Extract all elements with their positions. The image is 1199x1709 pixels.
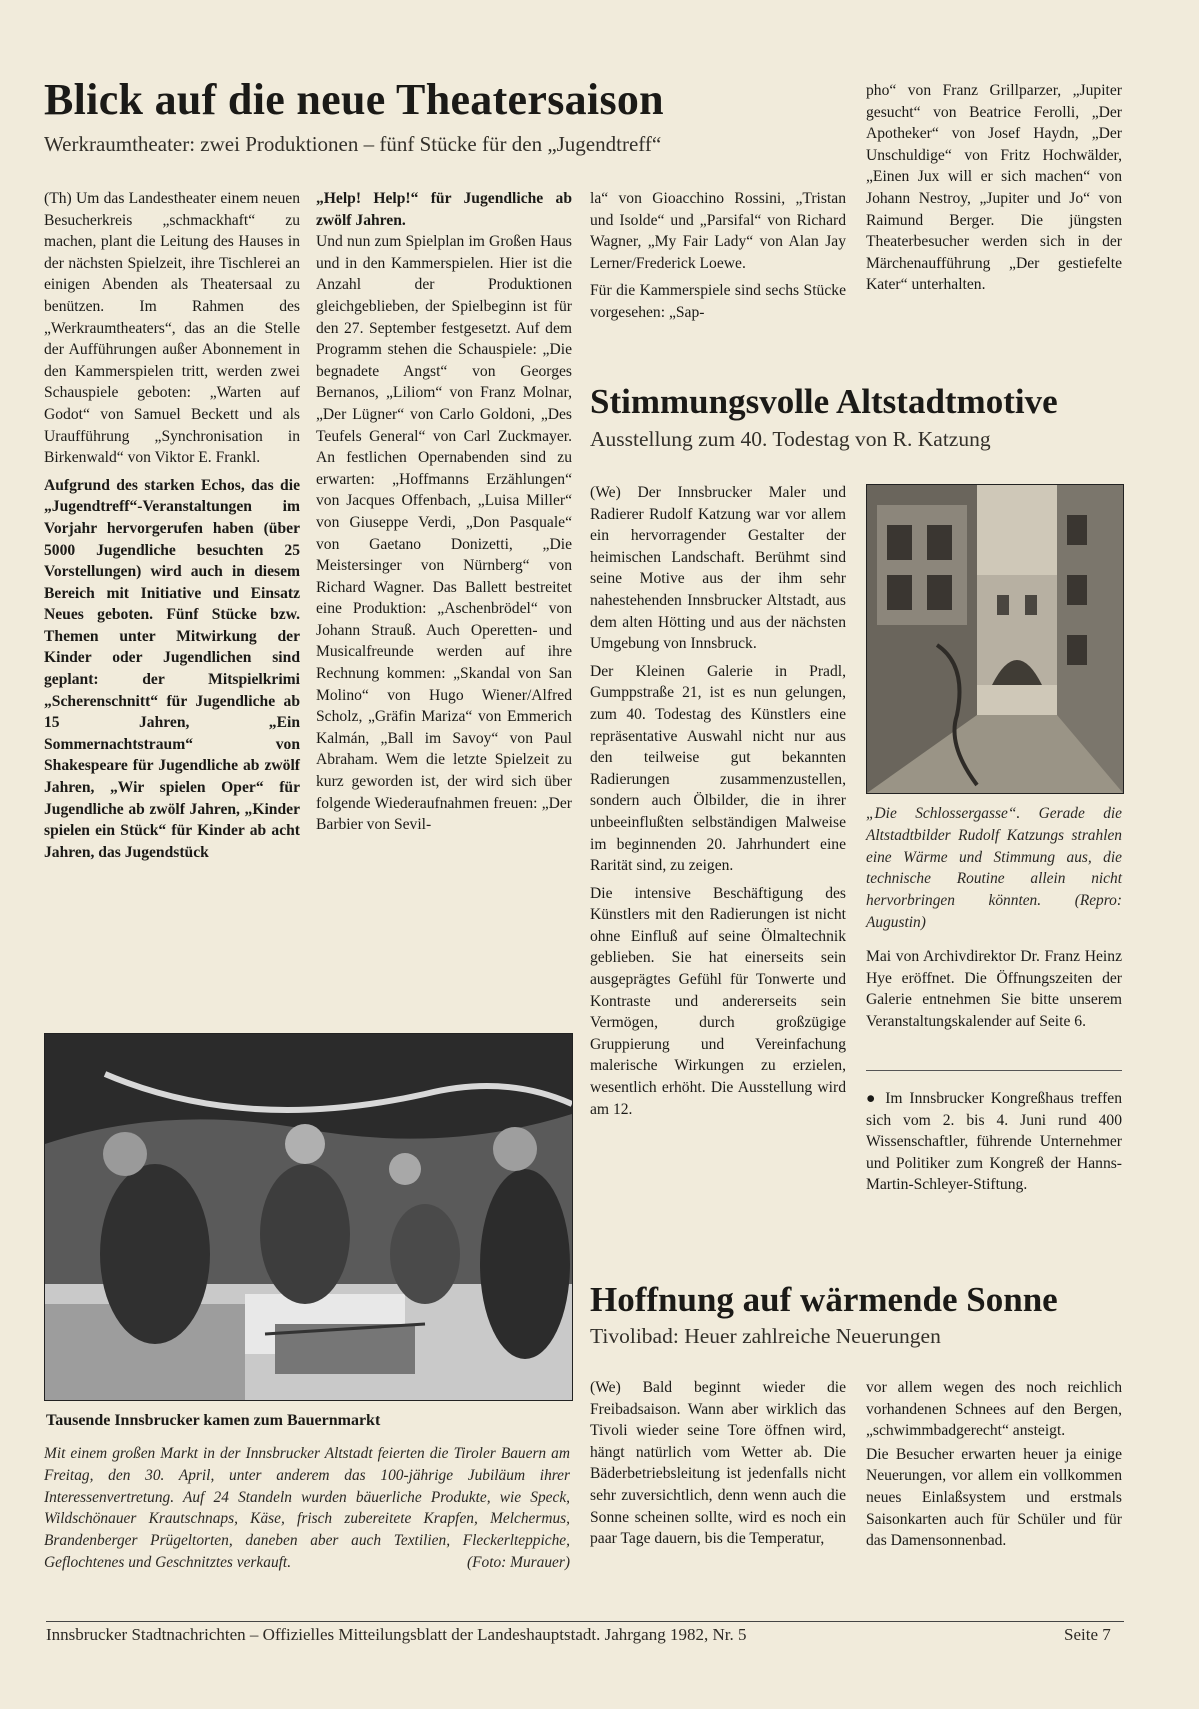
footer-page-number: Seite 7 — [1064, 1625, 1111, 1644]
article-title-theatersaison: Blick auf die neue Theatersaison — [44, 75, 664, 124]
article1-column-3 — [590, 188, 846, 330]
article1-col3-text-a: la“ von Gioacchino Rossini, „Tristan und Isolde“ und „Parsifal“ von Richard Wagner, „My Fair Lady“ von Alan Jay Lerner/Frederick Loewe. — [590, 190, 846, 272]
notice-kongress — [866, 1088, 1122, 1202]
photo-bauernmarkt-caption-title: Tausende Innsbrucker kamen zum Bauernmarkt — [46, 1412, 381, 1429]
article1-col2-bold-text: „Help! Help!“ für Jugendliche ab zwölf Jahren. — [316, 190, 572, 229]
footer-rule — [46, 1621, 1124, 1622]
article-subtitle-altstadtmotive: Ausstellung zum 40. Todestag von R. Katzung — [590, 427, 991, 451]
article1-column-1 — [44, 188, 300, 869]
article3-column-1 — [590, 1377, 846, 1556]
article2-paragraph-3: Die intensive Beschäftigung des Künstlers mit den Radierungen ist nicht ohne Einfluß auf seine Ölmaltechnik geblieben. Sie hat einerseits sein ausgeprägtes Gefühl für Tonwerte und Kontraste und andererseits sein Vermögen, durch großzügige Gruppierung und Vereinfachung malerische Wirkungen zu erzielen, wesentlich erhöht. Die Ausstellung wird am 12. — [590, 884, 846, 1118]
article1-column-4 — [866, 80, 1122, 302]
article1-col2-text: Und nun zum Spielplan im Großen Haus und in den Kammerspielen. Hier ist die Anzahl der Produktionen gleichgeblieben, der Spielbeginn ist für den 27. September festgesetzt. Auf dem Programm stehen die Schauspiele: „Die begnadete Angst“ von Georges Bernanos, „Liliom“ von Franz Molnar, „Der Lügner“ von Carlo Goldoni, „Des Teufels General“ von Carl Zuckmayer. An festlichen Opernabenden sind zu erwarten: „Hoffmanns Erzählungen“ von Jacques Offenbach, „Luisa Miller“ von Giuseppe Verdi, „Don Pasquale“ von Gaetano Donizetti, „Die Meistersinger von Nürnberg“ von Richard Wagner. Das Ballett bestreitet eine Produktion: „Aschenbrödel“ von Johann Strauß. Auch Operetten- und Musicalfreunde werden auf ihre Rechnung kommen: „Skandal von San Molino“ von Hugo Wiener/Alfred Scholz, „Gräfin Mariza“ von Emmerich Kalmán, „Ball im Savoy“ von Paul Abraham. Wem die letzte Spielzeit zu kurz geworden ist, der wird sich über folgende Wiederaufnahmen freuen: „Der Barbier von Sevil- — [316, 233, 572, 834]
article2-column-2 — [866, 946, 1122, 1038]
photo-schlossergasse-caption: „Die Schlossergasse“. Gerade die Altstadtbilder Rudolf Katzungs strahlen eine Wärme und Stimmung aus, die technische Routine allein nicht hervorbringen könnten. (Repro: Augustin) — [866, 805, 1122, 931]
notice-divider — [866, 1070, 1122, 1071]
article3-col2-text-a: vor allem wegen des noch reichlich vorhandenen Schnees auf den Bergen, „schwimmbadgerecht“ ansteigt. — [866, 1379, 1122, 1440]
photo-bauernmarkt-illustration — [45, 1034, 572, 1400]
photo-schlossergasse-illustration — [867, 485, 1123, 793]
photo-schlossergasse — [866, 484, 1124, 794]
article-title-altstadtmotive: Stimmungsvolle Altstadtmotive — [590, 382, 1058, 421]
photo-bauernmarkt-caption-text: Mit einem großen Markt in der Innsbrucker Altstadt feierten die Tiroler Bauern am Freitag, den 30. April, unter anderem das 100-jährige Jubiläum ihrer Interessenvertretung. Auf 24 Standeln wurden bäuerliche Produkte, wie Speck, Wildschönauer Krautschnaps, Käse, frisch zubereitete Krapfen, Melchermus, Brandenberger Prügeltorten, daneben aber auch Textilien, Fleckerlteppiche, Geflochtenes und Geschnitztes verkauft. — [44, 1445, 570, 1571]
photo-bauernmarkt-credit: (Foto: Murauer) — [466, 1553, 570, 1571]
photo-bauernmarkt-caption — [44, 1443, 570, 1574]
article2-paragraph-4: Mai von Archivdirektor Dr. Franz Heinz Hye eröffnet. Die Öffnungszeiten der Galerie entnehmen Sie bitte unserem Veranstaltungskalender auf Seite 6. — [866, 948, 1122, 1030]
article-subtitle-sonne: Tivolibad: Heuer zahlreiche Neuerungen — [590, 1324, 941, 1348]
article-subtitle-theatersaison: Werkraumtheater: zwei Produktionen – fünf Stücke für den „Jugendtreff“ — [44, 132, 662, 156]
article3-col1-text: (We) Bald beginnt wieder die Freibadsaison. Wann aber wirklich das Tivoli wieder seine Tore öffnen wird, hängt natürlich vom Wetter ab. Die Bäderbetriebsleitung ist jedenfalls nicht sehr zuversichtlich, denn wenn auch die Sonne scheinen sollte, wird es noch ein paar Tage dauern, bis die Temperatur, — [590, 1379, 846, 1548]
article1-col3-text-b: Für die Kammerspiele sind sechs Stücke vorgesehen: „Sap- — [590, 282, 846, 321]
article1-column-2 — [316, 188, 572, 842]
article3-column-2 — [866, 1377, 1122, 1558]
footer-publication: Innsbrucker Stadtnachrichten – Offizielles Mitteilungsblatt der Landeshauptstadt. Jahrgang 1982, Nr. 5 — [46, 1625, 747, 1644]
bullet-icon: ● — [866, 1090, 879, 1107]
article-title-sonne: Hoffnung auf wärmende Sonne — [590, 1280, 1058, 1319]
article2-paragraph-2: Der Kleinen Galerie in Pradl, Gumppstraße 21, ist es nun gelungen, zum 40. Todestag des Künstlers eine repräsentative Auswahl nicht nur aus den teilweise gut bekannten Radierungen zusammenzustellen, sondern auch Ölbilder, die in ihrer unbeeinflußten selbständigen Malweise im beginnenden 20. Jahrhundert eine Rarität sind, zu zeigen. — [590, 662, 846, 875]
photo-bauernmarkt — [44, 1033, 573, 1401]
article1-col4-text: pho“ von Franz Grillparzer, „Jupiter gesucht“ von Beatrice Ferolli, „Der Apotheker“ von Josef Haydn, „Der Unschuldige“ von Fritz Hochwälder, „Einen Jux will er sich machen“ von Johann Nestroy, „Jupiter und Jo“ von Raimund Berger. Die jüngsten Theaterbesucher werden sich in der Märchenaufführung „Der gestiefelte Kater“ unterhalten. — [866, 82, 1122, 294]
article3-col2-text-b: Die Besucher erwarten heuer ja einige Neuerungen, vor allem ein vollkommen neues Einlaßsystem und erstmals Saisonkarten auch für Schüler und für das Damensonnenbad. — [866, 1445, 1122, 1550]
article1-col1-bold-text: Aufgrund des starken Echos, das die „Jugendtreff“-Veranstaltungen im Vorjahr hervorgerufen haben (über 5000 Jugendliche besuchten 25 Vorstellungen) wird auch in diesem Bereich mit Initiative und Einsatz Neues geboten. Fünf Stücke bzw. Themen unter Mitwirkung der Kinder oder Jugendlichen sind geplant: der Mitspielkrimi „Scherenschnitt“ für Jugendliche ab 15 Jahren, „Ein Sommernachtstraum“ von Shakespeare für Jugendliche ab zwölf Jahren, „Wir spielen Oper“ für Jugendliche ab zwölf Jahren, „Kinder spielen ein Stück“ für Kinder ab acht Jahren, das Jugendstück — [44, 476, 300, 861]
article2-paragraph-1: (We) Der Innsbrucker Maler und Radierer Rudolf Katzung war vor allem ein hervorragender Gestalter der heimischen Landschaft. Berühmt sind seine Motive aus der ihm sehr nahestehenden Innsbrucker Altstadt, aus dem alten Hötting und aus der nächsten Umgebung von Innsbruck. — [590, 484, 846, 653]
article1-col1-text: (Th) Um das Landestheater einem neuen Besucherkreis „schmackhaft“ zu machen, plant die Leitung des Hauses in der nächsten Spielzeit, ihre Tischlerei an einigen Abenden als Theatersaal zu benützen. Im Rahmen des „Werkraumtheaters“, das an die Stelle der Aufführungen außer Abonnement in den Kammerspielen tritt, werden zwei Schauspiele geboten: „Warten auf Godot“ von Samuel Beckett und als Uraufführung „Synchronisation in Birkenwald“ von Viktor E. Frankl. — [44, 190, 300, 467]
article2-column-1 — [590, 482, 846, 1126]
notice-kongress-text: Im Innsbrucker Kongreßhaus treffen sich vom 2. bis 4. Juni rund 400 Wissenschaftler, führende Unternehmer und Politiker zum Kongreß der Hanns-Martin-Schleyer-Stiftung. — [866, 1090, 1122, 1194]
